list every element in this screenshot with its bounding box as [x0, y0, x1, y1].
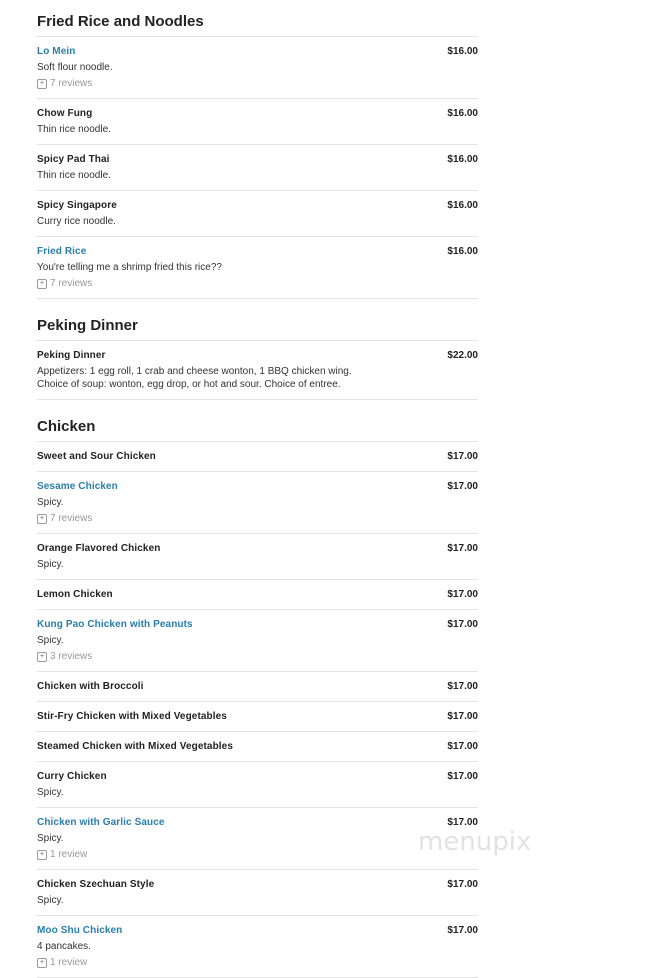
menu-item[interactable]: [37, 237, 478, 299]
menu-item: [37, 341, 478, 400]
menu-item-price: $17.00: [447, 619, 478, 630]
menu-item[interactable]: [37, 610, 478, 672]
plus-box-icon: +: [37, 652, 47, 662]
menu-item-name: Spicy Singapore: [37, 200, 117, 211]
menu-item-name: Spicy Pad Thai: [37, 154, 110, 165]
menu-list: [37, 0, 478, 978]
menu-item-description: Spicy.: [37, 787, 64, 798]
menu-item-name: Chicken Szechuan Style: [37, 879, 155, 890]
menu-item: [37, 672, 478, 702]
menu-item-name: Sweet and Sour Chicken: [37, 451, 156, 462]
menu-item: [37, 191, 478, 237]
menu-item-description: 4 pancakes.: [37, 941, 91, 952]
reviews-link[interactable]: [37, 512, 478, 525]
menu-item-name: Chow Fung: [37, 108, 93, 119]
menu-item-name: Steamed Chicken with Mixed Vegetables: [37, 741, 233, 752]
menu-item-price: $17.00: [447, 589, 478, 600]
reviews-count: 3 reviews: [50, 651, 93, 662]
section-title: Peking Dinner: [37, 299, 478, 341]
reviews-count: 1 review: [50, 849, 88, 860]
plus-box-icon: +: [37, 279, 47, 289]
menu-item-description: Spicy.: [37, 635, 64, 646]
menu-item-header: [37, 588, 478, 601]
menu-item-header: [37, 618, 478, 631]
menu-item-header: [37, 680, 478, 693]
menu-item-price: $17.00: [447, 451, 478, 462]
menu-item-description: Curry rice noodle.: [37, 216, 116, 227]
menu-item-header: [37, 153, 478, 166]
section-title: Chicken: [37, 400, 478, 442]
menu-item-header: [37, 349, 478, 362]
menu-item[interactable]: [37, 916, 478, 978]
menu-item-price: $16.00: [447, 108, 478, 119]
menu-item-name: Stir-Fry Chicken with Mixed Vegetables: [37, 711, 227, 722]
menu-item-header: [37, 710, 478, 723]
reviews-count: 7 reviews: [50, 278, 93, 289]
menu-item-header: [37, 542, 478, 555]
menu-item-header: [37, 480, 478, 493]
menu-item: [37, 762, 478, 808]
plus-box-icon: +: [37, 958, 47, 968]
menu-item: [37, 99, 478, 145]
menu-item-header: [37, 199, 478, 212]
watermark-logo: menupix: [418, 827, 532, 857]
menu-item[interactable]: [37, 37, 478, 99]
menu-item-description: You're telling me a shrimp fried this rice??: [37, 262, 222, 273]
section-title: Fried Rice and Noodles: [37, 0, 478, 37]
menu-item-price: $16.00: [447, 46, 478, 57]
menu-item-header: [37, 924, 478, 937]
menu-item-description: Thin rice noodle.: [37, 170, 111, 181]
menu-item-description: Spicy.: [37, 559, 64, 570]
plus-box-icon: +: [37, 850, 47, 860]
menu-item-name: Curry Chicken: [37, 771, 107, 782]
menu-item-price: $16.00: [447, 154, 478, 165]
menu-item: [37, 702, 478, 732]
menu-item-header: [37, 245, 478, 258]
menu-item-link[interactable]: Kung Pao Chicken with Peanuts: [37, 619, 193, 630]
menu-item-link[interactable]: Moo Shu Chicken: [37, 925, 123, 936]
menu-item-link[interactable]: Lo Mein: [37, 46, 76, 57]
menu-item: [37, 732, 478, 762]
menu-item-price: $17.00: [447, 771, 478, 782]
reviews-link[interactable]: [37, 77, 478, 90]
menu-item-price: $17.00: [447, 481, 478, 492]
menu-item-description: Soft flour noodle.: [37, 62, 113, 73]
menu-item-name: Lemon Chicken: [37, 589, 113, 600]
menu-item-link[interactable]: Fried Rice: [37, 246, 87, 257]
menu-item-price: $22.00: [447, 350, 478, 361]
menu-item: [37, 442, 478, 472]
reviews-link[interactable]: [37, 650, 478, 663]
plus-box-icon: +: [37, 514, 47, 524]
menu-item: [37, 870, 478, 916]
menu-item-header: [37, 107, 478, 120]
menu-item-price: $17.00: [447, 879, 478, 890]
menu-item-link[interactable]: Chicken with Garlic Sauce: [37, 817, 165, 828]
reviews-link[interactable]: [37, 277, 478, 290]
menu-item: [37, 580, 478, 610]
menu-item: [37, 534, 478, 580]
menu-item-header: [37, 816, 478, 829]
menu-item[interactable]: [37, 472, 478, 534]
menu-item-price: $17.00: [447, 741, 478, 752]
reviews-link[interactable]: [37, 956, 478, 969]
menu-item-price: $17.00: [447, 711, 478, 722]
menu-item-price: $16.00: [447, 246, 478, 257]
menu-item-name: Orange Flavored Chicken: [37, 543, 161, 554]
menu-item-link[interactable]: Sesame Chicken: [37, 481, 118, 492]
menu-item-price: $16.00: [447, 200, 478, 211]
menu-item-name: Peking Dinner: [37, 350, 106, 361]
plus-box-icon: +: [37, 79, 47, 89]
menu-item-description: Choice of soup: wonton, egg drop, or hot and sour. Choice of entree.: [37, 379, 341, 390]
menu-item-price: $17.00: [447, 817, 478, 828]
menu-item-header: [37, 770, 478, 783]
menu-item-description: Appetizers: 1 egg roll, 1 crab and cheese wonton, 1 BBQ chicken wing.: [37, 366, 352, 377]
menu-item-price: $17.00: [447, 681, 478, 692]
menu-item-description: Spicy.: [37, 833, 64, 844]
menu-item-description: Thin rice noodle.: [37, 124, 111, 135]
menu-item-description: Spicy.: [37, 497, 64, 508]
reviews-count: 7 reviews: [50, 78, 93, 89]
reviews-link[interactable]: [37, 848, 478, 861]
menu-item-header: [37, 450, 478, 463]
menu-item-header: [37, 740, 478, 753]
menu-item-price: $17.00: [447, 543, 478, 554]
menu-item-description: Spicy.: [37, 895, 64, 906]
menu-item: [37, 145, 478, 191]
menu-item[interactable]: [37, 808, 478, 870]
menu-item-name: Chicken with Broccoli: [37, 681, 144, 692]
reviews-count: 7 reviews: [50, 513, 93, 524]
reviews-count: 1 review: [50, 957, 88, 968]
menu-item-header: [37, 878, 478, 891]
menu-item-header: [37, 45, 478, 58]
menu-item-price: $17.00: [447, 925, 478, 936]
